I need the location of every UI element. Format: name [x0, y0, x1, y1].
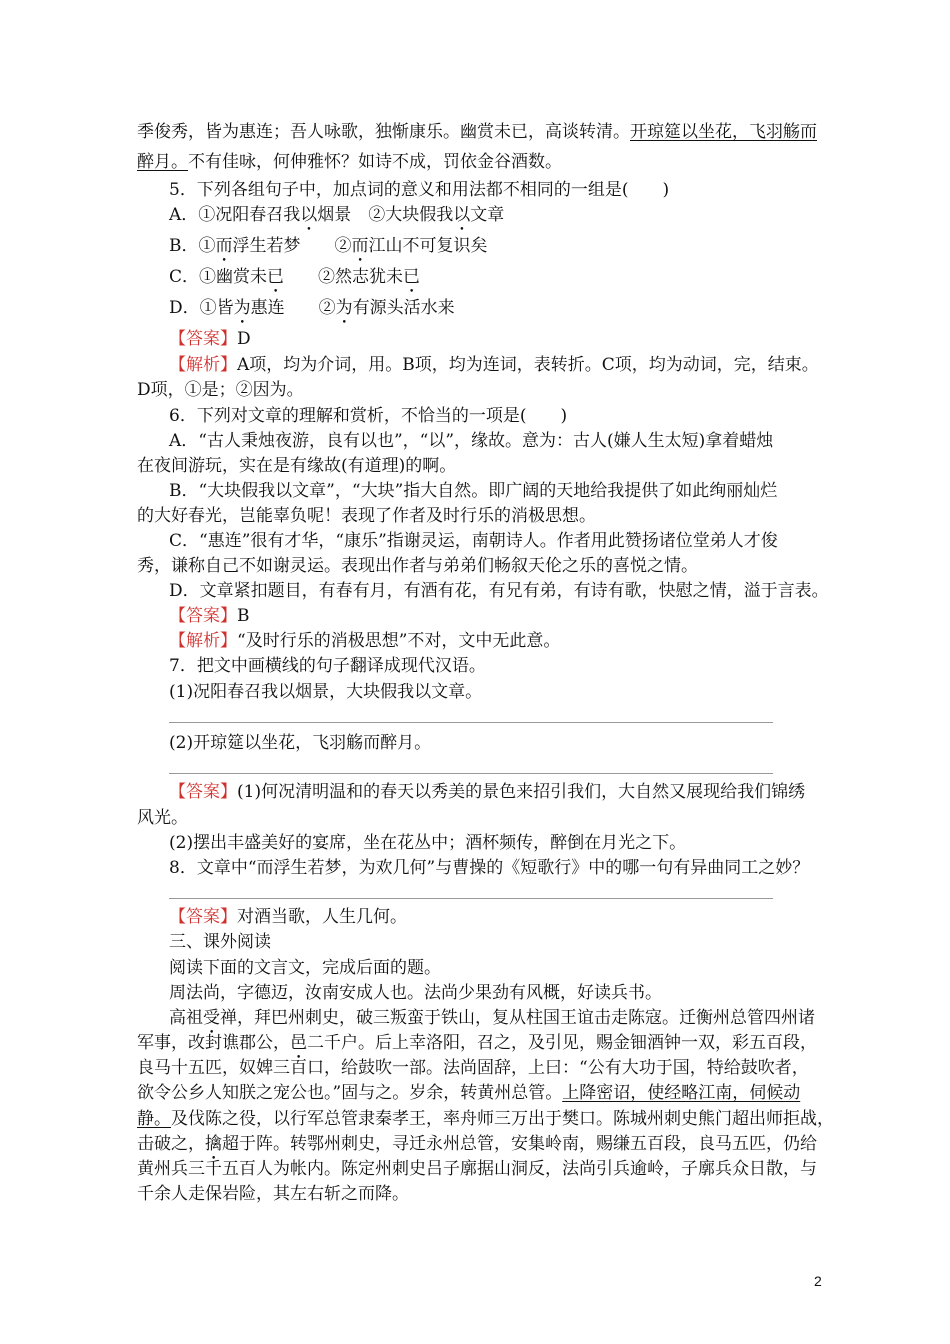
- question-5-stem: 5．下列各组句子中，加点词的意义和用法都不相同的一组是( ): [169, 180, 670, 200]
- answer-label: 【答案】: [169, 606, 237, 626]
- dotted-word: 以: [453, 205, 471, 225]
- answer-label: 【答案】: [169, 907, 237, 927]
- reading-line: 良马十五匹，奴婢三百口，给鼓吹一部。法尚固辞，上曰：“公有大功于国，特给鼓吹者，: [137, 1058, 809, 1078]
- passage-text: 季俊秀，皆为惠连；吾人咏歌，独惭康乐。幽赏未已，高谈转清。: [137, 122, 630, 142]
- q5-option-d: D．①皆为惠连 ②为有源头活水来: [169, 298, 455, 318]
- analysis-label: 【解析】: [169, 631, 237, 651]
- answer-text: D: [237, 329, 251, 349]
- dotted-word: 受: [203, 1008, 220, 1028]
- reading-paragraph: 周法尚，字德迈，汝南安成人也。法尚少果劲有风概，好读兵书。: [169, 983, 662, 1003]
- q5-analysis: [169, 353, 869, 377]
- reading-line: 击破之，擒超于阵。转鄂州刺史，寻迁永州总管，安集岭南，赐缣五百段，良马五匹，仍给: [137, 1134, 817, 1154]
- analysis-label: 【解析】: [169, 355, 237, 375]
- q6-analysis: [169, 629, 869, 653]
- q5-analysis-cont: D项，①是；②因为。: [137, 380, 304, 400]
- passage-line: [137, 120, 837, 144]
- analysis-text: “及时行乐的消极思想”不对，文中无此意。: [237, 631, 561, 651]
- q6-option-b-cont: 的大好春光，岂能辜负呢！表现了作者及时行乐的消极思想。: [137, 506, 596, 526]
- reading-line: 高祖受禅，拜巴州刺史，破三叛蛮于铁山，复从柱国王谊击走陈寇。迁衡州总管四州诸: [169, 1008, 815, 1028]
- answer-blank-line[interactable]: [169, 773, 773, 774]
- q5-answer: [169, 327, 869, 351]
- underlined-sentence: 开琼筵以坐花，飞羽觞而: [630, 122, 817, 142]
- q5-option-a: A．①况阳春召我以烟景 ②大块假我以文章: [169, 205, 505, 225]
- question-8-stem: 8．文章中“而浮生若梦，为欢几何”与曹操的《短歌行》中的哪一句有异曲同工之妙？: [169, 858, 810, 878]
- answer-text: (1)何况清明温和的春天以秀美的景色来招引我们，大自然又展现给我们锦绣: [237, 782, 806, 802]
- q5-option-b: B．①而浮生若梦 ②而江山不可复识矣: [169, 236, 488, 256]
- q7-sentence-2: (2)开琼筵以坐花，飞羽觞而醉月。: [169, 733, 432, 753]
- q7-answer-2: (2)摆出丰盛美好的宴席，坐在花丛中；酒杯频传，醉倒在月光之下。: [169, 833, 687, 853]
- answer-label: 【答案】: [169, 782, 237, 802]
- reading-line: 静。及伐陈之役，以行军总管隶秦孝王，率舟师三万出于樊口。陈城州刺史熊门超出师拒战，: [137, 1109, 834, 1129]
- reading-line: 军事，改封谯郡公，邑二千户。后上幸洛阳，召之，及引见，赐金钿酒钟一双，彩五百段，: [137, 1033, 817, 1053]
- q6-option-a: A．“古人秉烛夜游，良有以也”，“以”，缘故。意为：古人(嫌人生太短)拿着蜡烛: [169, 431, 774, 451]
- q8-answer: [169, 905, 869, 929]
- q7-answer-cont: 风光。: [137, 808, 188, 828]
- reading-line: 黄州兵三千五百人为帐内。陈定州刺史吕子廓据山洞反，法尚引兵逾岭，子廓兵众日散，与: [137, 1159, 817, 1179]
- reading-line: 欲令公乡人知朕之宠公也。”固与之。岁余，转黄州总管。上降密诏，使经略江南，伺候动: [137, 1083, 801, 1103]
- dotted-word: 已: [267, 267, 285, 287]
- section-heading: 三、课外阅读: [169, 932, 271, 952]
- question-7-stem: 7．把文中画横线的句子翻译成现代汉语。: [169, 656, 486, 676]
- passage-line: [137, 150, 837, 174]
- answer-blank-line[interactable]: [169, 898, 773, 899]
- q6-answer: [169, 604, 869, 628]
- passage-text: 不有佳咏，何伸雅怀？如诗不成，罚依金谷酒数。: [188, 152, 562, 172]
- dotted-word: 邑: [290, 1033, 307, 1053]
- q6-option-d: D．文章紧扣题目，有春有月，有酒有花，有兄有弟，有诗有歌，快慰之情，溢于言表。: [169, 581, 829, 601]
- page-number: 2: [814, 1273, 822, 1289]
- dotted-word: 而: [351, 236, 369, 256]
- dotted-word: 而: [215, 236, 233, 256]
- answer-text: B: [237, 606, 250, 626]
- answer-text: 对酒当歌，人生几何。: [237, 907, 407, 927]
- dotted-word: 擒: [205, 1134, 222, 1154]
- dotted-word: 以: [300, 205, 318, 225]
- dotted-word: 为: [233, 298, 251, 318]
- q5-option-c: C．①幽赏未已 ②然志犹未已: [169, 267, 421, 287]
- reading-line: 千余人走保岩险，其左右斩之而降。: [137, 1184, 409, 1204]
- q6-option-b: B．“大块假我以文章”，“大块”指大自然。即广阔的天地给我提供了如此绚丽灿烂: [169, 481, 778, 501]
- q6-option-a-cont: 在夜间游玩，实在是有缘故(有道理)的啊。: [137, 456, 457, 476]
- dotted-word: 为: [335, 298, 353, 318]
- answer-label: 【答案】: [169, 329, 237, 349]
- q6-option-c-cont: 秀，谦称自己不如谢灵运。表现出作者与弟弟们畅叙天伦之乐的喜悦之情。: [137, 556, 698, 576]
- q6-option-c: C．“惠连”很有才华，“康乐”指谢灵运，南朝诗人。作者用此赞扬诸位堂弟人才俊: [169, 531, 778, 551]
- underlined-sentence: 上降密诏，使经略江南，伺候动: [562, 1083, 801, 1103]
- underlined-sentence: 醉月。: [137, 152, 188, 172]
- dotted-word: 已: [403, 267, 421, 287]
- analysis-text: A项，均为介词，用。B项，均为连词，表转折。C项，均为动词，完，结束。: [237, 355, 819, 375]
- q7-answer: [169, 780, 869, 804]
- q7-sentence-1: (1)况阳春召我以烟景，大块假我以文章。: [169, 682, 483, 702]
- question-6-stem: 6．下列对文章的理解和赏析，不恰当的一项是( ): [169, 406, 568, 426]
- section-instruction: 阅读下面的文言文，完成后面的题。: [169, 958, 441, 978]
- underlined-sentence: 静。: [137, 1109, 171, 1129]
- answer-blank-line[interactable]: [169, 722, 773, 723]
